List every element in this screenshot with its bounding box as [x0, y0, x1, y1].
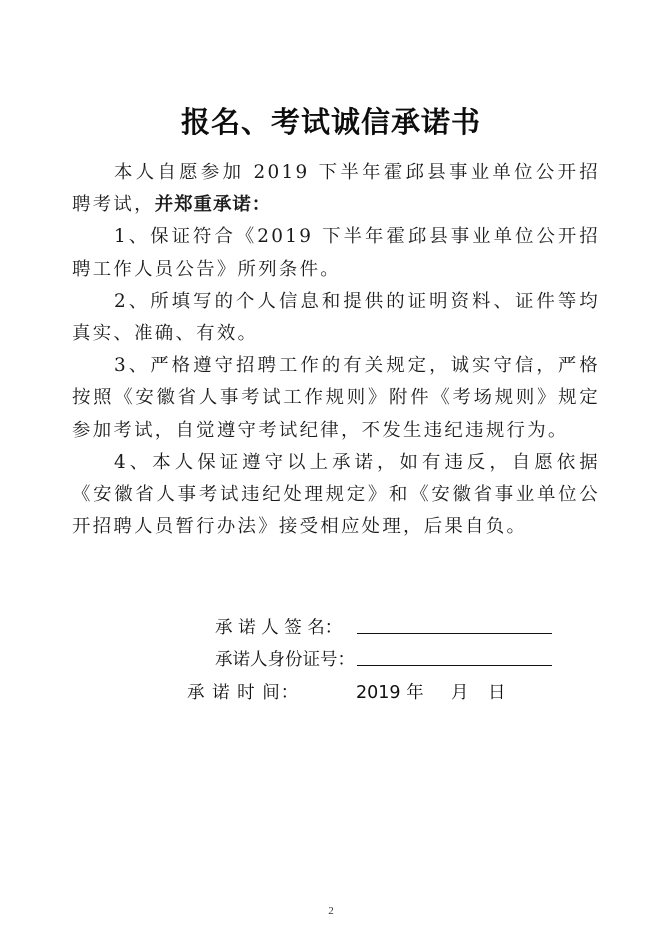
signer-name-field[interactable] — [357, 633, 552, 634]
signer-name-label: 承 诺 人 签 名： — [215, 618, 343, 638]
intro-paragraph — [72, 157, 600, 221]
intro-pledge-text: 并郑重承诺： — [154, 194, 272, 216]
pledge-date-label: 承 诺 时 间： — [187, 683, 300, 703]
pledge-item-3: 3、严格遵守招聘工作的有关规定，诚实守信，严格按照《安徽省人事考试工作规则》附件《考场规则》规定参加考试，自觉遵守考试纪律，不发生违纪违规行为。 — [72, 355, 600, 441]
pledge-item-2: 2、所填写的个人信息和提供的证明资料、证件等均真实、准确、有效。 — [72, 290, 600, 345]
page-number: 2 — [328, 905, 334, 917]
pledge-date-month: 月 — [451, 683, 469, 703]
pledge-item-4: 4、本人保证遵守以上承诺，如有违反，自愿依据《安徽省人事考试违纪处理规定》和《安徽省事业单位公开招聘人员暂行办法》接受相应处理，后果自负。 — [72, 451, 600, 538]
pledge-date-day: 日 — [488, 683, 506, 703]
intro-text: 本人自愿参加 2019 下半年霍邱县事业单位公开招聘考试， — [72, 162, 600, 216]
document-body — [72, 157, 600, 543]
document-title: 报名、考试诚信承诺书 — [180, 105, 481, 139]
signer-id-field[interactable] — [357, 665, 552, 666]
signer-id-label: 承诺人身份证号： — [215, 650, 355, 670]
pledge-date-year: 2019 年 — [356, 683, 424, 703]
pledge-item-1: 1、保证符合《2019 下半年霍邱县事业单位公开招聘工作人员公告》所列条件。 — [72, 226, 600, 280]
